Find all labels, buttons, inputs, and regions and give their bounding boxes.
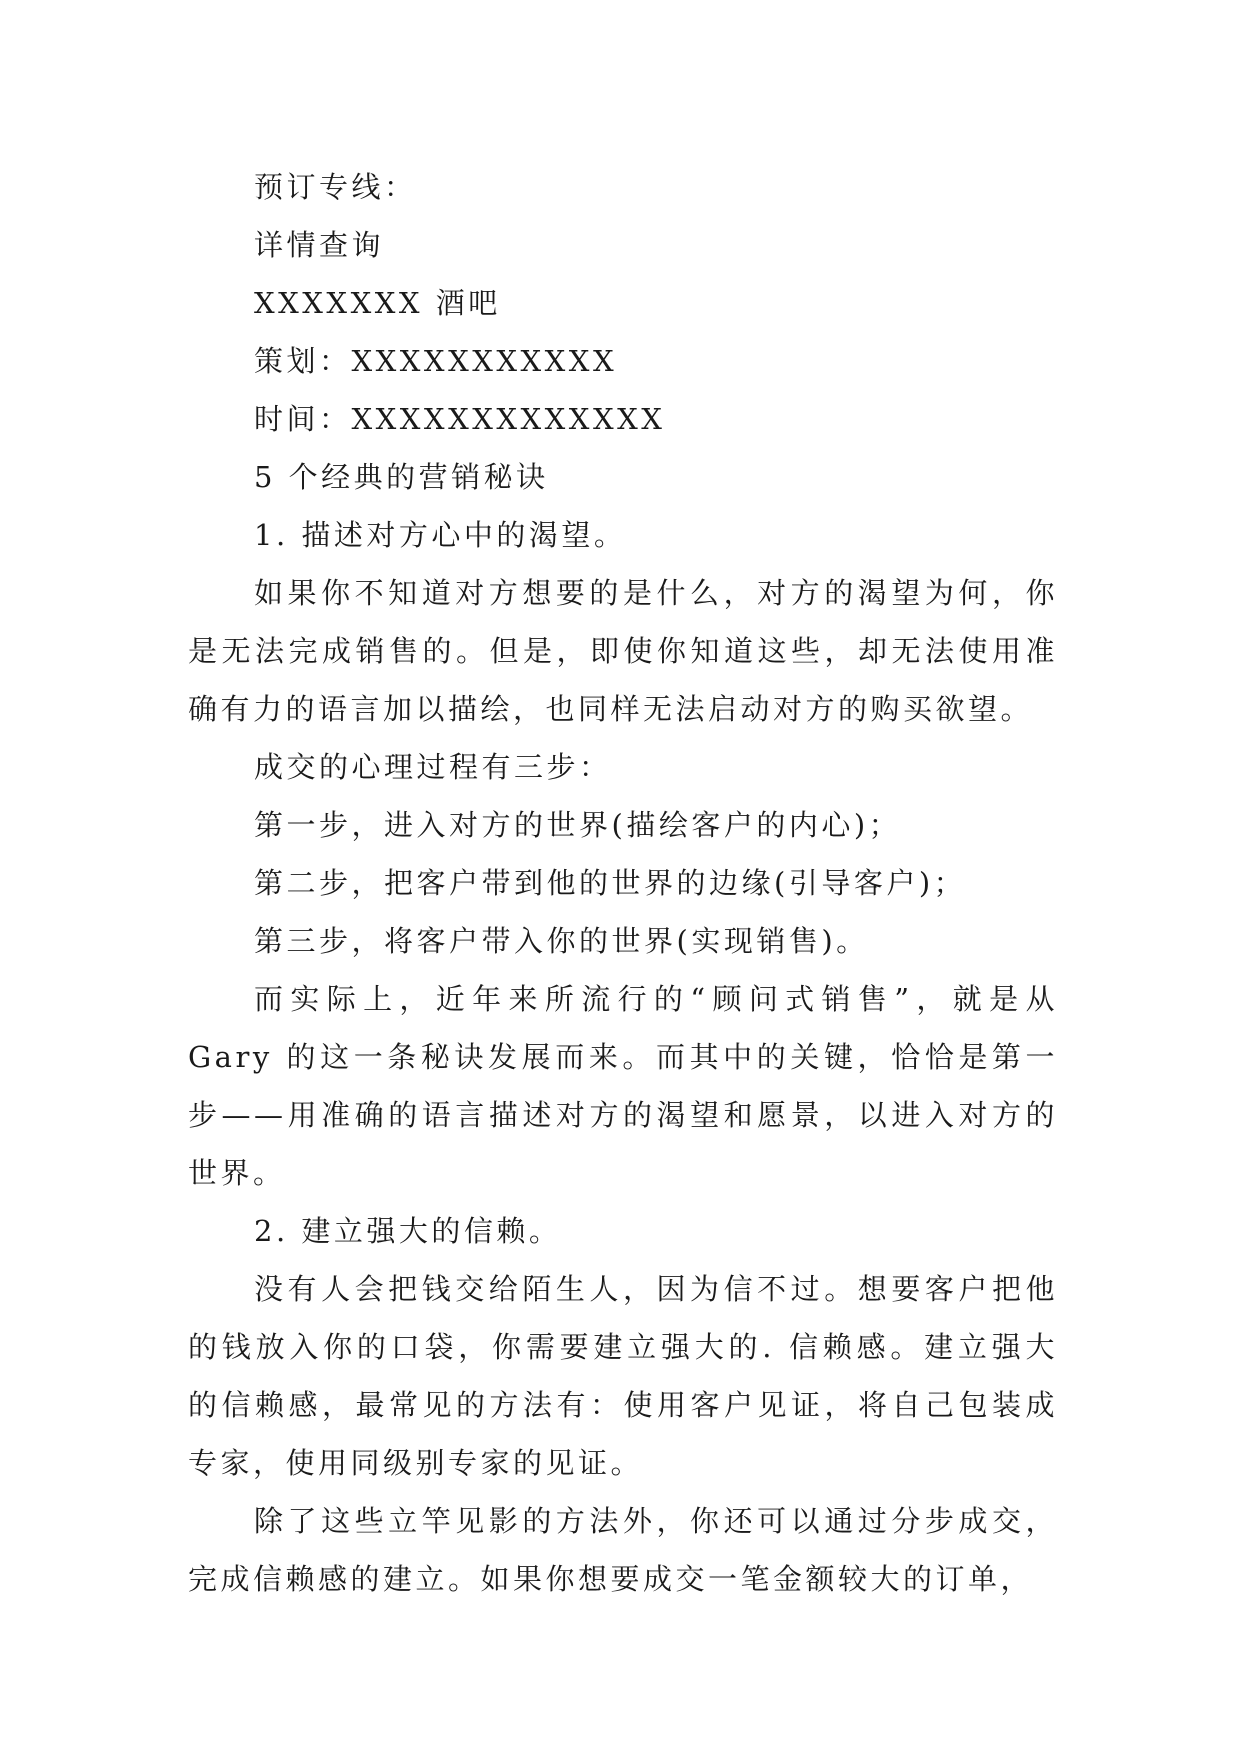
section-title: 5 个经典的营销秘诀 [254, 460, 549, 494]
time-line: 时间：XXXXXXXXXXXXX [254, 402, 666, 436]
heading-2: 2. 建立强大的信赖。 [254, 1214, 562, 1248]
paragraph-3: 没有人会把钱交给陌生人，因为信不过。想要客户把他的钱放入你的口袋，你需要建立强大的. 信赖感。建立强大的信赖感，最常见的方法有：使用客户见证，将自己包装成专家，使用同级别专家的见证。 [188, 1272, 1058, 1480]
planner-line: 策划：XXXXXXXXXXX [254, 344, 618, 378]
paragraph-4: 除了这些立竿见影的方法外，你还可以通过分步成交，完成信赖感的建立。如果你想要成交一笔金额较大的订单， [188, 1504, 1058, 1596]
bar-name-line: XXXXXXX 酒吧 [254, 286, 501, 320]
heading-1: 1. 描述对方心中的渴望。 [254, 518, 627, 552]
paragraph-2: 而实际上，近年来所流行的“顾问式销售”，就是从 Gary 的这一条秘诀发展而来。而其中的关键，恰恰是第一步——用准确的语言描述对方的渴望和愿景，以进入对方的世界。 [188, 982, 1058, 1190]
step-1: 第一步，进入对方的世界(描绘客户的内心)； [254, 808, 902, 842]
step-3: 第三步，将客户带入你的世界(实现销售)。 [254, 924, 869, 958]
details-line: 详情查询 [254, 228, 385, 262]
step-2: 第二步，把客户带到他的世界的边缘(引导客户)； [254, 866, 967, 900]
paragraph-1: 如果你不知道对方想要的是什么，对方的渴望为何，你是无法完成销售的。但是，即使你知道这些，却无法使用准确有力的语言加以描绘，也同样无法启动对方的购买欲望。 [188, 576, 1058, 726]
document-body [188, 158, 1058, 1608]
steps-intro: 成交的心理过程有三步： [254, 750, 612, 784]
booking-line: 预订专线： [254, 170, 417, 204]
